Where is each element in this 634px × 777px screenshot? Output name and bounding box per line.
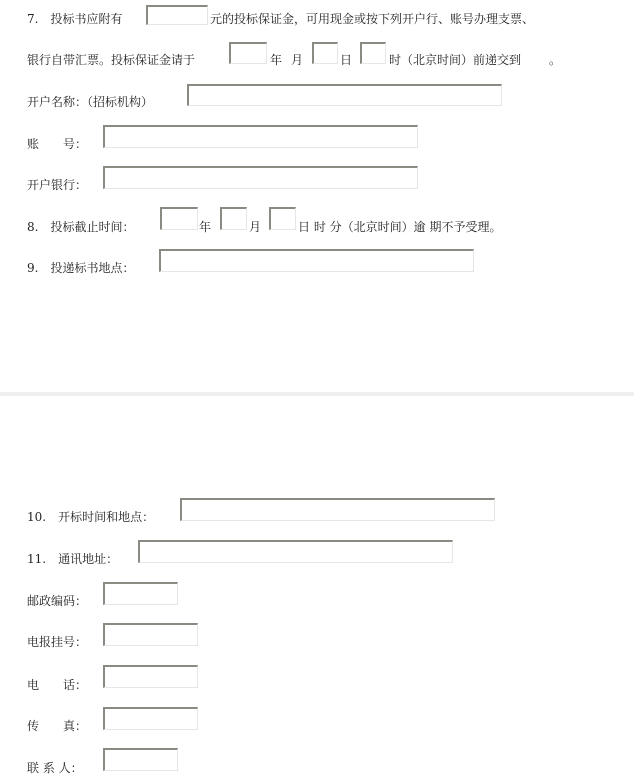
- item7-line1-prefix: 7. 投标书应附有: [27, 12, 123, 26]
- telegram-input[interactable]: [103, 623, 198, 646]
- account-name-input[interactable]: [187, 84, 502, 106]
- item7-line1: [0, 5, 634, 31]
- postcode-input[interactable]: [103, 582, 178, 605]
- item11-label: 11. 通讯地址：: [27, 552, 119, 566]
- item8-row: [0, 207, 634, 233]
- deadline-rest-text: 日 时 分（北京时间）逾 期不予受理。: [298, 220, 502, 234]
- bank-input[interactable]: [103, 166, 418, 189]
- postcode-label: 邮政编码：: [27, 594, 88, 608]
- phone-row: [0, 665, 634, 691]
- item7-line1-suffix: 元的投标保证金，可用现金或按下列开户行、账号办理支票、: [210, 12, 535, 26]
- deadline-day-input[interactable]: [269, 207, 296, 230]
- deposit-day-unit: 日: [340, 53, 353, 67]
- deadline-year-input[interactable]: [160, 207, 198, 230]
- delivery-location-input[interactable]: [159, 249, 474, 272]
- deadline-year-unit: 年: [199, 220, 212, 234]
- deposit-day-input[interactable]: [312, 42, 338, 64]
- account-name-label: 开户名称：（招标机构）: [27, 95, 154, 109]
- deposit-amount-input[interactable]: [146, 5, 208, 25]
- deadline-month-unit: 月: [249, 220, 262, 234]
- telegram-label: 电报挂号：: [27, 635, 88, 649]
- account-no-label: 账 号：: [27, 137, 88, 151]
- bank-row: [0, 166, 634, 192]
- deposit-year-unit: 年: [270, 53, 283, 67]
- deadline-month-input[interactable]: [220, 207, 247, 230]
- item11-row: [0, 540, 634, 566]
- bank-label: 开户银行：: [27, 178, 88, 192]
- item9-label: 9. 投递标书地点：: [27, 261, 135, 275]
- postcode-row: [0, 582, 634, 608]
- opening-time-location-input[interactable]: [180, 498, 495, 521]
- fax-row: [0, 707, 634, 733]
- contact-input[interactable]: [103, 748, 178, 771]
- fax-input[interactable]: [103, 707, 198, 730]
- contact-row: [0, 748, 634, 774]
- deposit-month-unit: 月: [291, 53, 304, 67]
- phone-input[interactable]: [103, 665, 198, 688]
- account-no-input[interactable]: [103, 125, 418, 148]
- account-no-row: [0, 125, 634, 151]
- item9-row: [0, 249, 634, 275]
- mailing-address-input[interactable]: [138, 540, 453, 563]
- item7-line2-prefix: 银行自带汇票。投标保证金请于: [27, 53, 196, 67]
- item8-label: 8. 投标截止时间：: [27, 220, 135, 234]
- deposit-hour-input[interactable]: [360, 42, 386, 64]
- deposit-hour-text: 时（北京时间）前递交到: [389, 53, 522, 67]
- page-divider: [0, 392, 634, 396]
- item7-line2: [0, 42, 634, 68]
- deposit-year-input[interactable]: [229, 42, 267, 64]
- item10-row: [0, 498, 634, 524]
- fax-label: 传 真：: [27, 719, 88, 733]
- phone-label: 电 话：: [27, 678, 88, 692]
- contact-label: 联 系 人：: [27, 761, 83, 775]
- deposit-period: 。: [549, 53, 562, 67]
- item10-label: 10. 开标时间和地点：: [27, 510, 155, 524]
- telegram-row: [0, 623, 634, 649]
- account-name-row: [0, 84, 634, 110]
